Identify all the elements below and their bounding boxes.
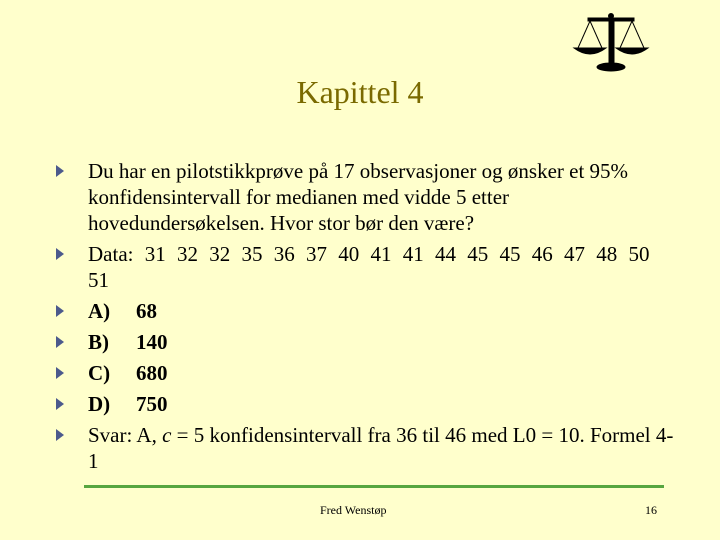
option-d — [56, 391, 676, 417]
balance-scale-icon — [570, 12, 652, 74]
bullet-arrow-icon — [56, 336, 64, 348]
option-label: A) — [88, 299, 111, 323]
option-value: 750 — [136, 392, 168, 416]
option-b — [56, 329, 676, 355]
bullet-list — [56, 158, 676, 479]
bullet-data — [56, 241, 676, 293]
slide-title: Kapittel 4 — [296, 74, 424, 110]
bullet-arrow-icon — [56, 248, 64, 260]
bullet-arrow-icon — [56, 305, 64, 317]
bullet-question — [56, 158, 676, 236]
option-value: 140 — [136, 330, 168, 354]
option-label: B) — [88, 330, 109, 354]
question-text: Du har en pilotstikkprøve på 17 observasjoner og ønsker et 95% konfidensintervall for medianen med vidde 5 etter hovedundersøkelsen. Hvor stor bør den være? — [88, 159, 629, 235]
answer-text-post: = 5 konfidensintervall fra 36 til 46 med L0 = 10. Formel 4-1 — [88, 423, 674, 473]
footer-rule — [84, 485, 664, 488]
bullet-arrow-icon — [56, 429, 64, 441]
data-text: Data: 31 32 32 35 36 37 40 41 41 44 45 45 46 47 48 50 51 — [88, 242, 650, 292]
option-value: 68 — [136, 299, 157, 323]
bullet-arrow-icon — [56, 165, 64, 177]
option-value: 680 — [136, 361, 168, 385]
option-label: D) — [88, 392, 111, 416]
option-label: C) — [88, 361, 111, 385]
answer-text-pre: Svar: A, — [88, 423, 163, 447]
bullet-arrow-icon — [56, 398, 64, 410]
footer-author: Fred Wenstøp — [320, 503, 387, 517]
option-c — [56, 360, 676, 386]
bullet-arrow-icon — [56, 367, 64, 379]
bullet-answer — [56, 422, 676, 474]
answer-variable: c — [162, 423, 172, 447]
option-a — [56, 298, 676, 324]
page-number: 16 — [645, 503, 657, 517]
